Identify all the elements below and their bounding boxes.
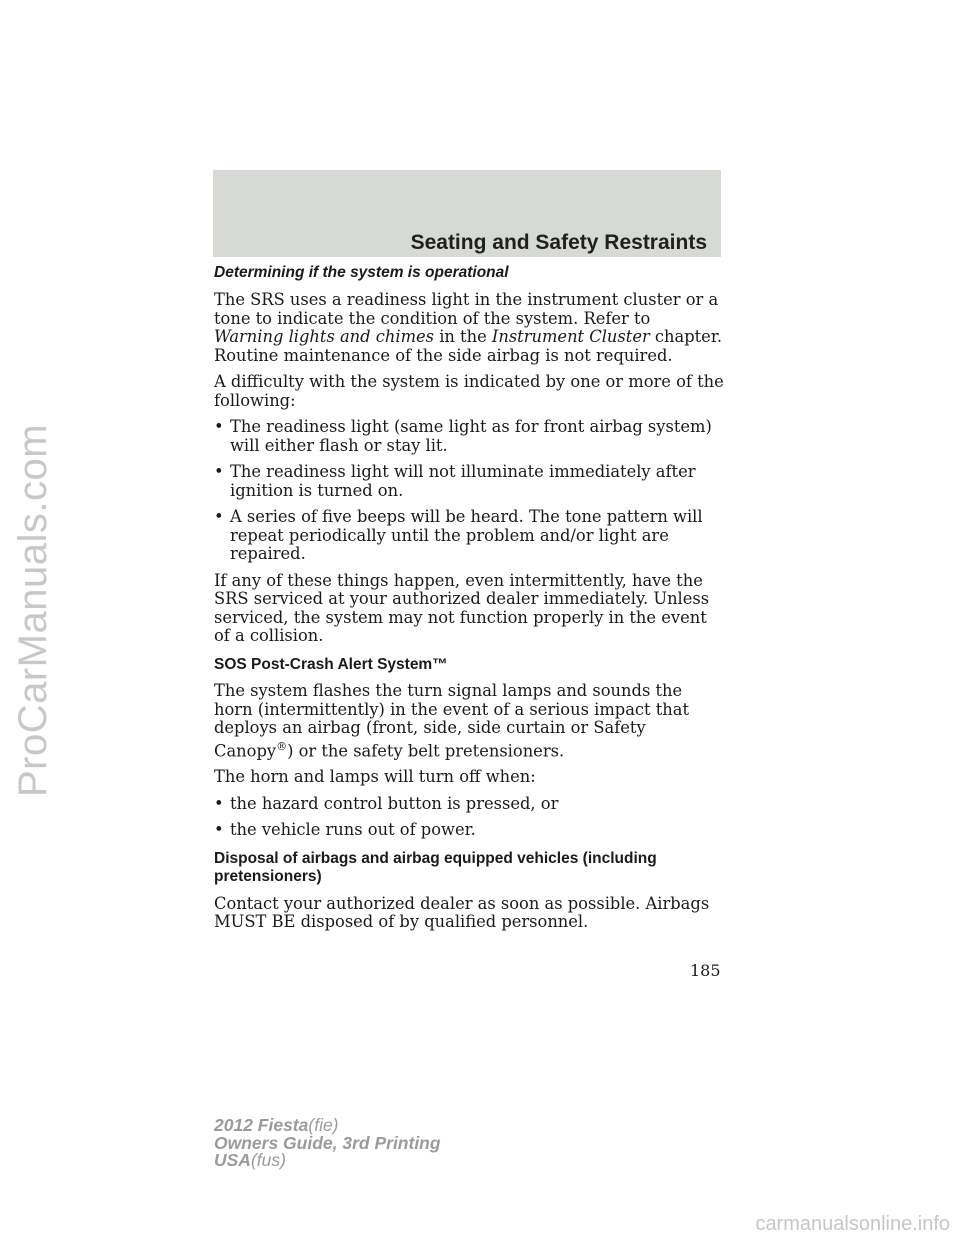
registered-mark: ® <box>276 739 288 753</box>
footer-model: 2012 Fiesta <box>214 1115 309 1135</box>
section-heading-operational: Determining if the system is operational <box>214 264 509 281</box>
side-watermark <box>8 160 60 1060</box>
bullet-icon: • <box>214 417 224 436</box>
list-item-text: The readiness light (same light as for front airbag system) will either flash or stay lit. <box>230 417 712 455</box>
bottom-watermark: carmanualsonline.info <box>755 1213 950 1235</box>
sos-description-paragraph <box>214 682 724 760</box>
srs-readiness-paragraph <box>214 291 724 365</box>
list-item <box>214 821 724 840</box>
turn-off-intro-paragraph: The horn and lamps will turn off when: <box>214 767 536 787</box>
text-run: The system flashes the turn signal lamps and sounds the horn (intermittently) in the event of a serious impact that deploys an airbag (front, side, side curtain or Safety Canopy <box>214 681 690 760</box>
list-item <box>214 508 724 564</box>
section-heading-sos: SOS Post-Crash Alert System™ <box>214 655 448 673</box>
list-item <box>214 463 724 500</box>
side-watermark-text: ProCarManuals.com <box>11 423 56 797</box>
bullet-icon: • <box>214 820 224 840</box>
list-item <box>214 795 724 814</box>
page-content <box>214 264 724 940</box>
chapter-header-band <box>213 170 721 257</box>
difficulty-list <box>214 418 724 564</box>
disposal-paragraph: Contact your authorized dealer as soon as possible. Airbags MUST BE disposed of by qualified personnel. <box>214 893 710 932</box>
footer-line-market <box>214 1152 441 1170</box>
text-run: The SRS uses a readiness light in the instrument cluster or a tone to indicate the condition of the system. Refer to <box>214 290 719 328</box>
bullet-icon: • <box>214 507 224 526</box>
list-item-text: the hazard control button is pressed, or <box>230 793 559 813</box>
text-run: in the <box>434 327 492 346</box>
difficulty-intro-paragraph: A difficulty with the system is indicated by one or more of the following: <box>214 372 724 410</box>
footer-market: USA <box>214 1150 251 1170</box>
list-item-text: the vehicle runs out of power. <box>230 820 476 840</box>
list-item-text: The readiness light will not illuminate immediately after ignition is turned on. <box>230 462 696 500</box>
turn-off-list <box>214 795 724 840</box>
edition-footer <box>214 1117 441 1170</box>
footer-market-code: (fus) <box>250 1150 286 1170</box>
instrument-cluster-reference: Instrument Cluster <box>491 327 650 346</box>
section-heading-disposal: Disposal of airbags and airbag equipped vehicles (including pretensioners) <box>214 849 657 886</box>
text-run: ) or the safety belt pretensioners. <box>287 740 565 760</box>
list-item-text: A series of five beeps will be heard. The tone pattern will repeat periodically until the problem and/or light are repaired. <box>230 507 703 563</box>
text-run: chapter. Routine maintenance of the side airbag is not required. <box>214 327 722 365</box>
bullet-icon: • <box>214 462 224 481</box>
chapter-title: Seating and Safety Restraints <box>410 231 707 254</box>
footer-line-printing: Owners Guide, 3rd Printing <box>214 1132 441 1153</box>
page-number: 185 <box>690 961 721 980</box>
list-item <box>214 418 724 455</box>
warning-lights-reference: Warning lights and chimes <box>214 327 435 346</box>
bullet-icon: • <box>214 793 224 813</box>
service-paragraph: If any of these things happen, even intermittently, have the SRS serviced at your authorized dealer immediately. Unless serviced, the system may not function properly in the event of a collision. <box>214 570 710 645</box>
footer-model-code: (fie) <box>308 1115 339 1135</box>
footer-line-model <box>214 1117 441 1135</box>
